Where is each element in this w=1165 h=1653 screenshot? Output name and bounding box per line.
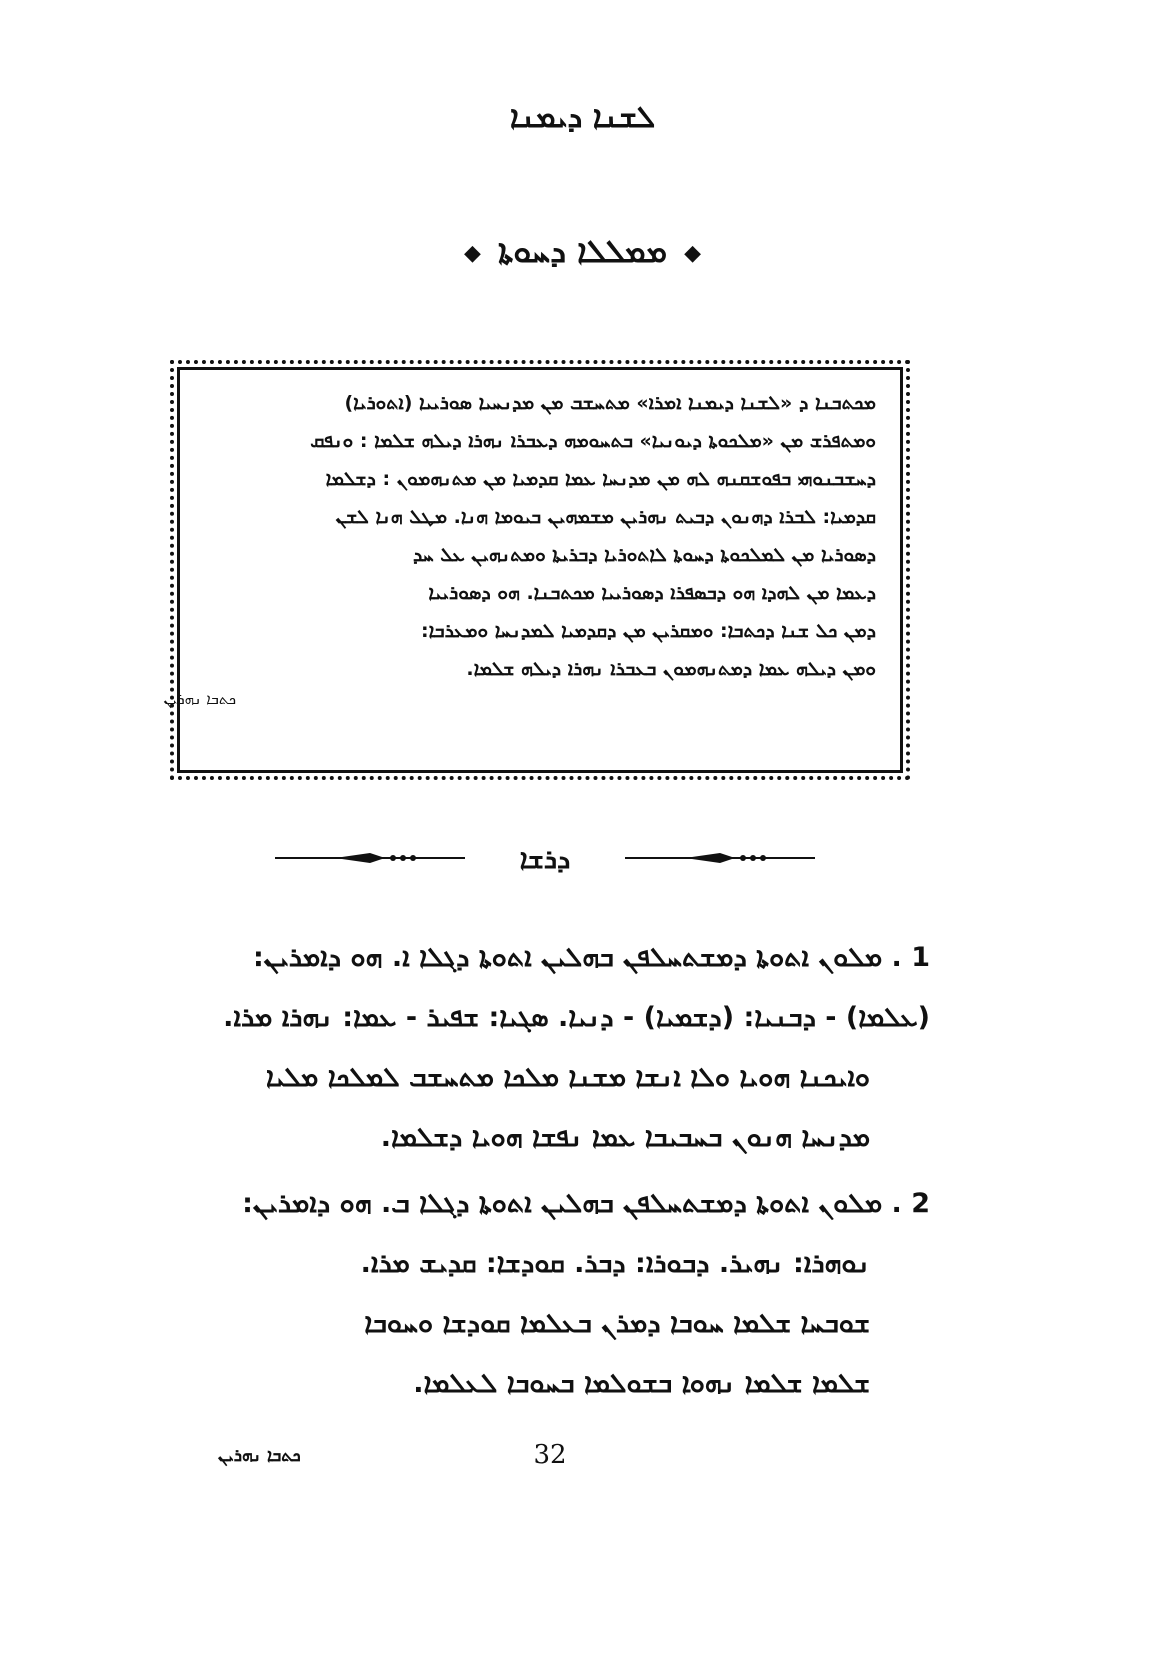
note-line: ܩܕܡܝܐ: ܠܒܪܐ ܕܗܢܘܢ ܕܒܝܬ ܢܗܪܝܢ ܡܫܡܗܝܢ ܒܝܘܡܐ ܗܢܐ. ܡܛܠ ܗܢܐ ܠܫܢ — [335, 506, 876, 528]
right-ornament-icon: ◆ — [684, 240, 702, 266]
note-line: ܘܡܢ ܕܝܠܗ ܥܡܐ ܕܡܬܢܗܡܘܢ ܒܥܒܪܐ ܢܗܪܐ ܕܝܠܗ ܫܠܡܐ. — [466, 658, 876, 680]
note-line: ܕܥܡܐ ܡܢ ܠܗܕܐ ܗܘ ܕܒܣܦܪܐ ܕܣܘܪܝܝܐ ܡܟܬܒܢܐ. ܗܘ ܕܣܘܪܝܝܐ — [428, 582, 876, 604]
running-header-title: ܠܫܢܐ ܕܝܡܢܐ — [509, 100, 656, 135]
note-line: ܘܡܬܦܪܫ ܡܢ «ܡܠܟܘܬܐ ܕܝܘܢܝܐ» ܒܬܚܘܡܗ ܕܥܒܪܐ ܢܗܪܐ ܕܝܠܗ ܫܠܡܐ : ܘܢܦܩ — [310, 430, 876, 452]
note-body — [204, 384, 876, 688]
lesson-item-1 — [170, 928, 930, 1168]
lesson-line: 1 . ܡܠܘܢ ܐܬܘܬܐ ܕܡܫܬܚܠܦܢ ܒܗܠܝܢ ܐܬܘܬܐ ܕܓܠܐ ܐ. ܗܘ ܕܐܡܪܝܢ: — [252, 942, 930, 973]
lesson-line: (ܥܠܡܐ) - ܕܒܢܝܐ: (ܕܫܡܝܐ) - ܕܢܝܐ. ܣܓܝܐ: ܫܦܝܪ - ܥܡܐ: ܢܗܪܐ ܡܪܐ. — [223, 1002, 930, 1033]
left-ornament-icon: ◆ — [463, 240, 481, 266]
footer-signature: ܟܬܒܐ ܢܗܪܝܢ — [218, 1446, 301, 1466]
lesson-line: ܢܘܗܪܐ: ܢܗܝܪ. ܕܒܘܪܐ: ܕܒܪ. ܩܘܕܫܐ: ܩܕܝܫ ܡܪܐ. — [360, 1248, 870, 1279]
lesson-line: ܫܘܒܚܐ ܫܠܡܐ ܚܘܒܐ ܕܡܪܢ ܒܥܠܡܐ ܩܘܕܫܐ ܘܚܘܒܐ — [364, 1308, 870, 1339]
lesson-line: ܘܐܝܟܢܐ ܗܘܝܐ ܘܠܐ ܐܢܫܐ ܡܫܢܐ ܡܠܟܐ ܡܬܚܫܒ ܠܡܠܟܐ ܡܠܝܐ — [265, 1062, 870, 1093]
introduction-note-box — [163, 360, 910, 780]
lesson-line: 2 . ܡܠܘܢ ܐܬܘܬܐ ܕܡܫܬܚܠܦܢ ܒܗܠܝܢ ܐܬܘܬܐ ܕܓܠܐ ܒ. ܗܘ ܕܐܡܪܝܢ: — [242, 1188, 930, 1219]
note-line: ܕܣܘܪܝܐ ܡܢ ܠܡܠܟܘܬܐ ܕܚܘܬܐ ܠܐܬܘܪܝܐ ܕܒܪܝܬܐ ܘܡܬܢܗܝܢ ܥܠ ܚܕ — [412, 544, 876, 566]
note-line: ܡܟܬܒܢܐ ܕ «ܠܫܢܐ ܕܝܡܢܐ ܐܡܪܐ» ܡܬܚܫܒ ܡܢ ܡܕܢܚܝܐ ܣܘܪܝܝܐ (ܐܬܘܪܝܐ) — [344, 392, 876, 414]
note-line: ܕܡܢ ܟܠ ܫܢܐ ܕܟܬܒܐ: ܘܡܩܪܝܢ ܡܢ ܕܩܕܡܝܐ ܠܡܕܢܚܐ ܘܡܥܪܒܐ: — [421, 620, 876, 642]
page-number: 32 — [533, 1440, 567, 1470]
lesson-line: ܫܠܡܐ ܫܠܡܐ ܢܗܘܐ ܒܫܘܠܡܐ ܒܚܘܒܐ ܠܥܠܡܐ. — [413, 1368, 870, 1399]
section-heading — [0, 232, 1165, 271]
section-title: ܡܡܠܠܐ ܕܚܘܬܐ — [498, 232, 667, 270]
note-signature: ܟܬܒܐ ܢܗܪܝܢ — [163, 690, 236, 708]
lesson-line: ܡܕܢܚܐ ܗܢܘܢ ܒܚܒܝܒܐ ܥܡܐ ܢܦܫܐ ܗܘܝܐ ܕܫܠܡܐ. — [380, 1122, 870, 1153]
lesson-title: ܕܪܫܐ — [519, 844, 571, 875]
lesson-item-2 — [170, 1174, 930, 1414]
page-footer — [0, 1440, 1165, 1490]
note-line: ܕܚܫܒܢܘܗܝ ܒܦܘܫܩܢܗ ܠܗ ܡܢ ܡܕܢܚܐ ܥܡܐ ܩܕܡܝܐ ܡܢ ܡܬܢܗܡܘܢ : ܕܫܠܡܐ — [325, 468, 876, 490]
lesson-divider — [275, 842, 815, 882]
